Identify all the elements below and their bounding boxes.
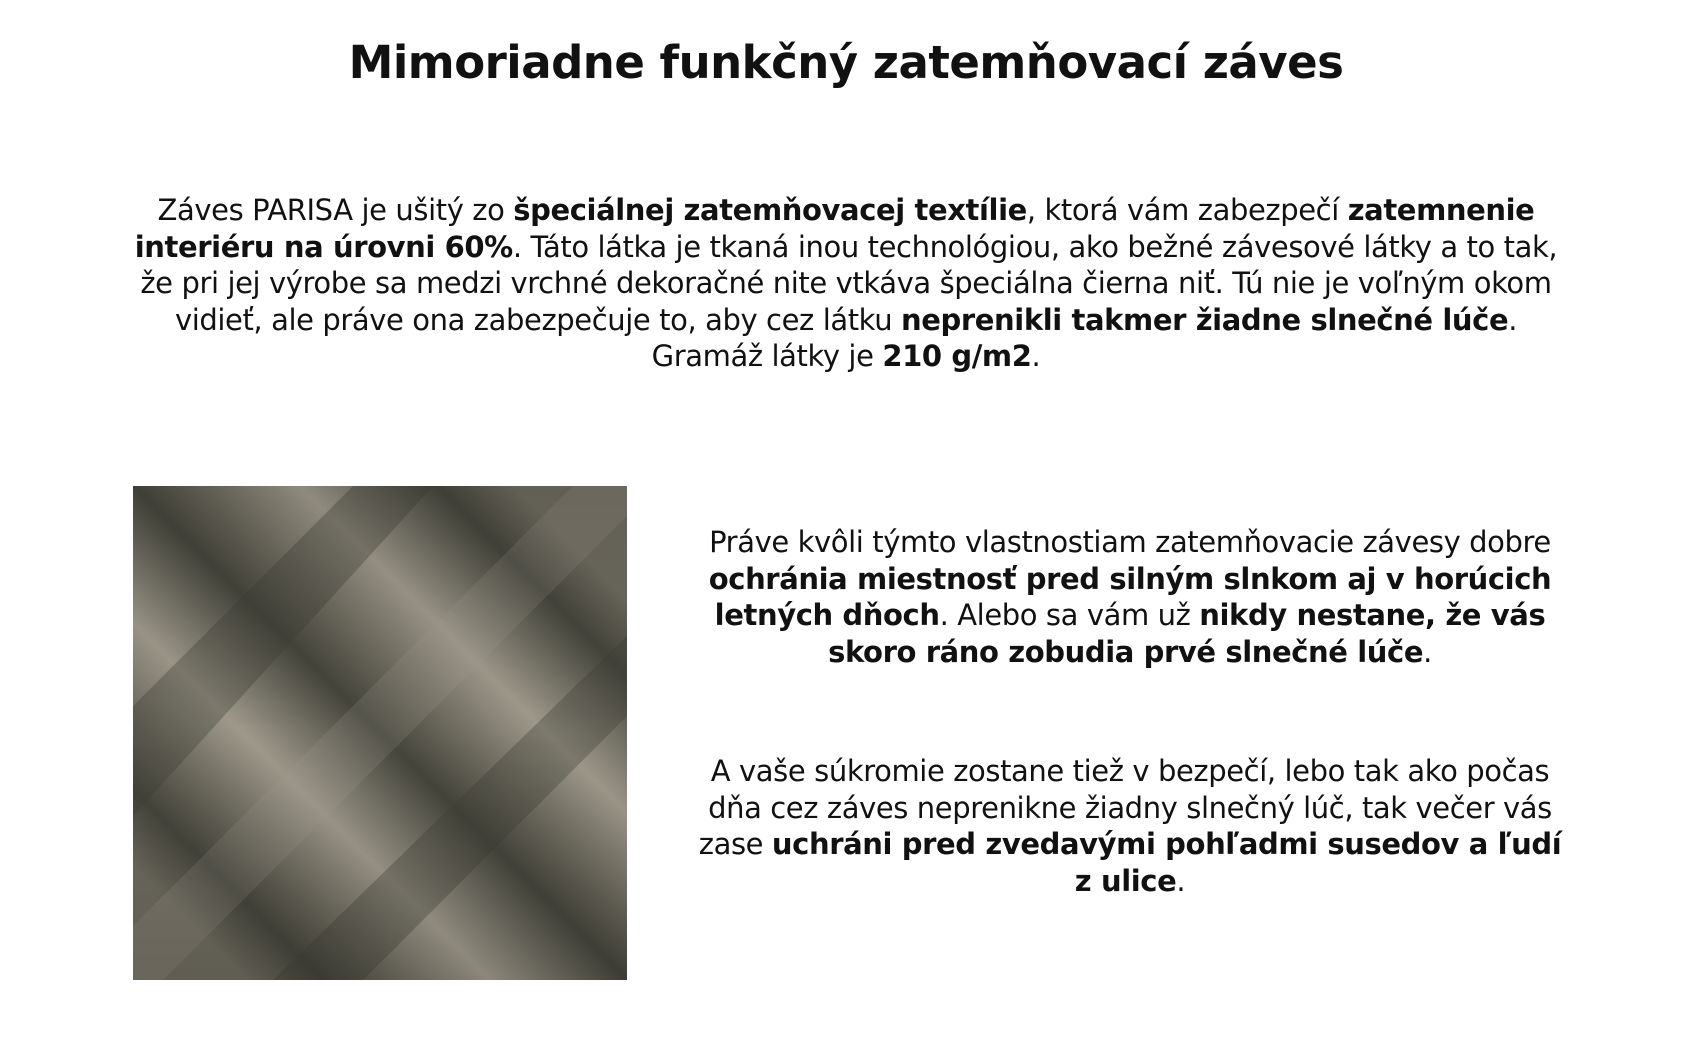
intro-highlight: špeciálnej zatemňovacej textílie xyxy=(513,193,1027,227)
intro-text: Záves PARISA je ušitý zo xyxy=(157,193,514,227)
intro-highlight: 210 g/m2 xyxy=(882,339,1032,373)
sun-protection-paragraph xyxy=(690,524,1570,670)
fabric-swatch-image xyxy=(133,486,627,980)
intro-paragraph xyxy=(130,192,1562,375)
privacy-paragraph xyxy=(690,753,1570,899)
intro-highlight: neprenikli takmer žiadne slnečné lúče xyxy=(901,302,1509,337)
intro-text: . xyxy=(1031,339,1041,373)
page-title: Mimoriadne funkčný zatemňovací záves xyxy=(348,36,1344,89)
paragraph-highlight: nikdy nestane, že vás skoro ráno zobudia prvé slnečné lúče xyxy=(828,598,1546,669)
paragraph-text: . xyxy=(1176,863,1186,898)
paragraph-text: A vaše súkromie zostane tiež v bezpečí, lebo tak ako počas dňa cez záves neprenikne žiadny slnečný lúč, tak večer vás zase xyxy=(698,754,1552,861)
paragraph-highlight: ochránia miestnosť pred silným slnkom aj v horúcich letných dňoch xyxy=(708,561,1552,632)
intro-highlight: zatemnenie interiéru na úrovni 60% xyxy=(134,193,1535,264)
fabric-swatch-graphic xyxy=(133,486,627,980)
intro-text: . Táto látka je tkaná inou technológiou, ako bežné závesové látky a to tak, že pri jej výrobe sa medzi vrchné dekoračné nite vtkáva špeciálna čierna niť. Tú nie je voľným okom vidieť, ale práve ona zabezpečuje to, aby cez látku xyxy=(140,229,1558,337)
paragraph-text: . xyxy=(1423,634,1432,669)
fabric-shading xyxy=(133,486,627,980)
paragraph-text: Práve kvôli týmto vlastnostiam zatemňovacie závesy dobre xyxy=(709,525,1551,559)
paragraph-highlight: uchráni pred zvedavými pohľadmi susedov a ľudí z ulice xyxy=(771,827,1562,898)
intro-text: . Gramáž látky je xyxy=(651,302,1518,373)
intro-text: , ktorá vám zabezpečí xyxy=(1026,193,1348,227)
paragraph-text: . Alebo sa vám už xyxy=(939,598,1200,632)
